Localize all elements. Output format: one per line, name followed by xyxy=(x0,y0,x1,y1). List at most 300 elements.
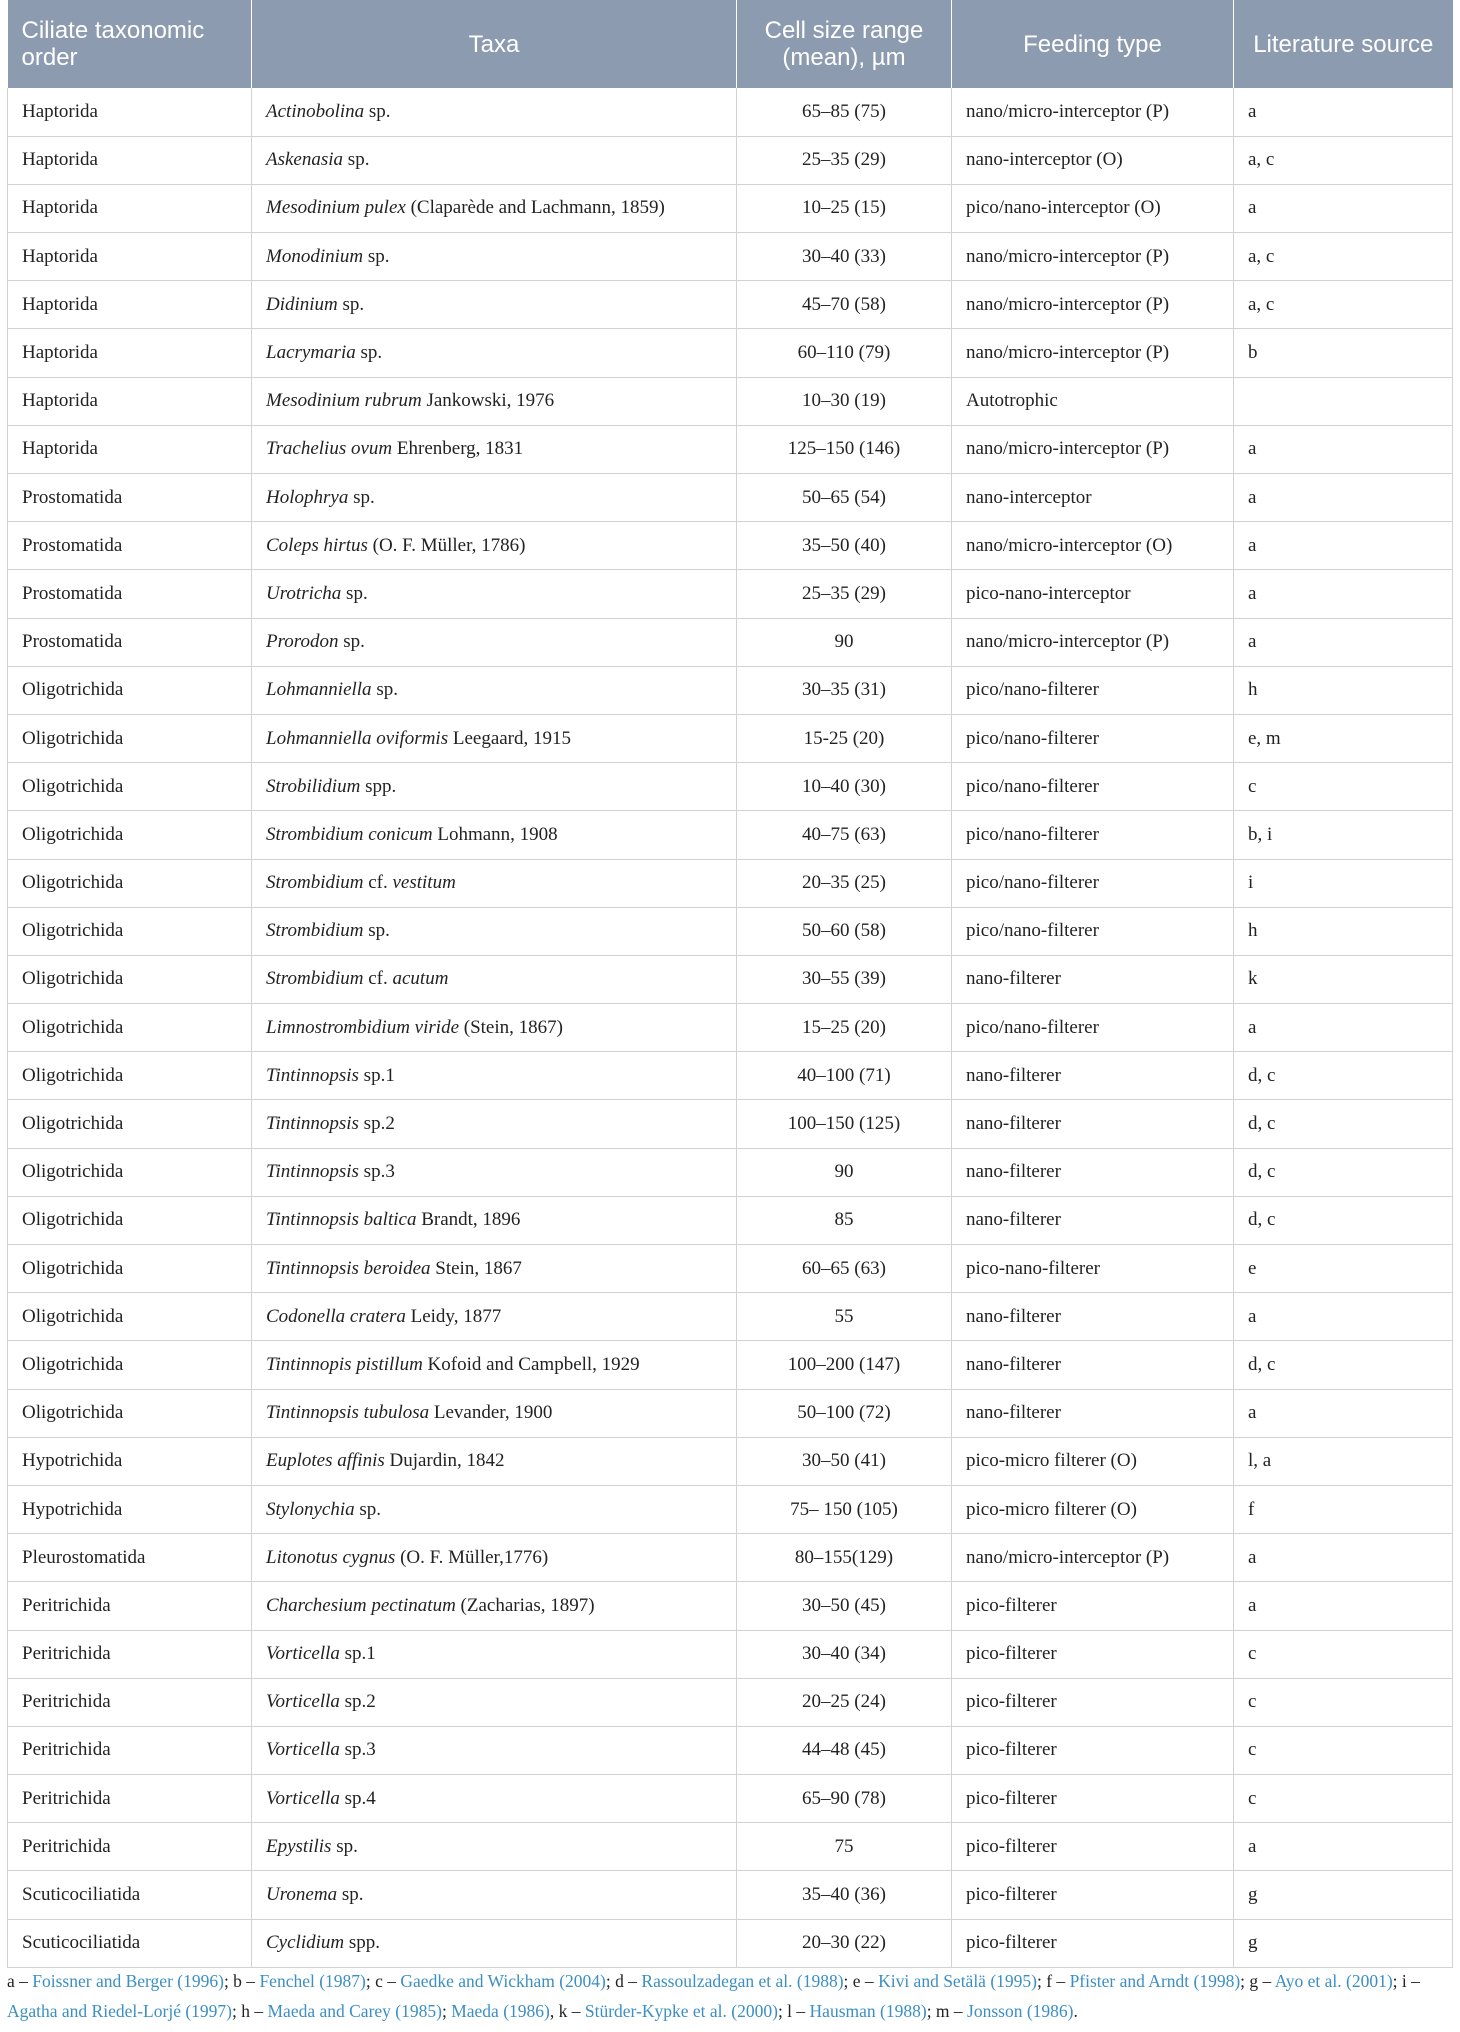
taxa-authority: sp. xyxy=(364,100,391,122)
table-row xyxy=(8,955,1453,1003)
cell-taxa xyxy=(252,1293,737,1341)
cell-order: Peritrichida xyxy=(8,1678,252,1726)
taxa-name-italic: Strombidium xyxy=(266,920,364,942)
taxa-name-italic: Actinobolina xyxy=(266,100,365,122)
taxa-authority: sp. xyxy=(337,293,365,315)
cell-literature-source: d, c xyxy=(1234,1341,1453,1389)
cell-order: Haptorida xyxy=(8,425,252,473)
cell-order: Oligotrichida xyxy=(8,1100,252,1148)
reference-link[interactable]: Agatha and Riedel-Lorjé (1997) xyxy=(7,2001,232,2021)
cell-order: Haptorida xyxy=(8,233,252,281)
cell-size: 20–35 (25) xyxy=(737,859,952,907)
header-taxa: Taxa xyxy=(252,0,737,88)
taxa-name-italic: Tintinnopsis beroidea xyxy=(266,1257,431,1279)
taxa-name-italic: Trachelius ovum xyxy=(266,438,393,460)
footnote-text: a – xyxy=(7,1971,33,1991)
footnote-text: ; m – xyxy=(926,2001,968,2021)
cell-feeding-type: nano-filterer xyxy=(952,955,1234,1003)
taxa-authority: sp.3 xyxy=(358,1161,395,1183)
taxa-authority: Jankowski, 1976 xyxy=(421,390,555,412)
taxa-name-italic: Vorticella xyxy=(266,1787,340,1809)
taxa-authority: sp.2 xyxy=(339,1691,376,1713)
taxa-authority: sp. xyxy=(363,245,390,267)
taxa-name-italic: Codonella cratera xyxy=(266,1305,406,1327)
taxa-name-italic: Strobilidium xyxy=(266,775,361,797)
reference-link[interactable]: Ayo et al. (2001) xyxy=(1274,1971,1393,1991)
taxa-name-italic: Vorticella xyxy=(266,1739,340,1761)
cell-literature-source: c xyxy=(1234,1630,1453,1678)
table-row xyxy=(8,907,1453,955)
cell-size: 60–65 (63) xyxy=(737,1245,952,1293)
cell-order: Oligotrichida xyxy=(8,714,252,762)
cell-order: Peritrichida xyxy=(8,1775,252,1823)
table-row xyxy=(8,570,1453,618)
table-row xyxy=(8,329,1453,377)
cell-feeding-type: pico-filterer xyxy=(952,1871,1234,1919)
cell-literature-source: h xyxy=(1234,907,1453,955)
cell-feeding-type: nano-filterer xyxy=(952,1100,1234,1148)
cell-taxa xyxy=(252,1485,737,1533)
footnote-text: , k – xyxy=(549,2001,585,2021)
taxa-name-italic: Didinium xyxy=(266,293,338,315)
cell-order: Peritrichida xyxy=(8,1726,252,1774)
table-row xyxy=(8,522,1453,570)
cell-size: 40–75 (63) xyxy=(737,811,952,859)
taxa-authority: sp.1 xyxy=(358,1064,395,1086)
taxa-name-italic: Lohmanniella xyxy=(266,679,372,701)
cell-literature-source: d, c xyxy=(1234,1052,1453,1100)
cell-feeding-type: pico-nano-interceptor xyxy=(952,570,1234,618)
table-row xyxy=(8,618,1453,666)
table-row xyxy=(8,474,1453,522)
cell-order: Haptorida xyxy=(8,329,252,377)
cell-order: Scuticociliatida xyxy=(8,1919,252,1967)
footnote-text: ; g – xyxy=(1240,1971,1275,1991)
cell-size: 30–35 (31) xyxy=(737,666,952,714)
cell-taxa xyxy=(252,1341,737,1389)
cell-taxa xyxy=(252,1726,737,1774)
cell-size: 30–40 (34) xyxy=(737,1630,952,1678)
cell-literature-source: d, c xyxy=(1234,1196,1453,1244)
table-body xyxy=(8,88,1453,1967)
cell-literature-source: b xyxy=(1234,329,1453,377)
taxa-name-italic: Coleps hirtus xyxy=(266,534,368,556)
table-row xyxy=(8,233,1453,281)
cell-taxa xyxy=(252,329,737,377)
table-row xyxy=(8,377,1453,425)
cell-order: Prostomatida xyxy=(8,618,252,666)
cell-size: 100–150 (125) xyxy=(737,1100,952,1148)
taxa-name-italic: Stylonychia xyxy=(266,1498,355,1520)
cell-size: 15–25 (20) xyxy=(737,1004,952,1052)
cell-feeding-type: nano-interceptor xyxy=(952,474,1234,522)
cell-literature-source: g xyxy=(1234,1919,1453,1967)
cell-order: Prostomatida xyxy=(8,474,252,522)
taxa-authority: sp. xyxy=(363,920,390,942)
reference-link[interactable]: Fenchel (1987) xyxy=(259,1971,366,1991)
cell-literature-source: l, a xyxy=(1234,1437,1453,1485)
taxa-name-italic: Epystilis xyxy=(266,1835,332,1857)
cell-feeding-type: nano-interceptor (O) xyxy=(952,136,1234,184)
cell-literature-source: e, m xyxy=(1234,714,1453,762)
cell-order: Oligotrichida xyxy=(8,1196,252,1244)
cell-literature-source: a xyxy=(1234,474,1453,522)
cell-size: 75 xyxy=(737,1823,952,1871)
cell-taxa xyxy=(252,763,737,811)
cell-literature-source: b, i xyxy=(1234,811,1453,859)
cell-order: Haptorida xyxy=(8,88,252,136)
cell-taxa xyxy=(252,425,737,473)
table-row xyxy=(8,811,1453,859)
cell-literature-source: k xyxy=(1234,955,1453,1003)
taxa-authority: sp. xyxy=(338,631,365,653)
cell-taxa xyxy=(252,1534,737,1582)
cell-size: 10–40 (30) xyxy=(737,763,952,811)
table-row xyxy=(8,1389,1453,1437)
cell-literature-source: a xyxy=(1234,618,1453,666)
cell-order: Prostomatida xyxy=(8,570,252,618)
cell-literature-source xyxy=(1234,377,1453,425)
table-row xyxy=(8,1871,1453,1919)
cell-size: 55 xyxy=(737,1293,952,1341)
cell-size: 30–50 (45) xyxy=(737,1582,952,1630)
cell-feeding-type: pico-filterer xyxy=(952,1582,1234,1630)
cell-feeding-type: nano-filterer xyxy=(952,1148,1234,1196)
cell-size: 100–200 (147) xyxy=(737,1341,952,1389)
taxa-authority: sp.1 xyxy=(339,1643,376,1665)
cell-order: Haptorida xyxy=(8,377,252,425)
cell-size: 50–60 (58) xyxy=(737,907,952,955)
taxa-name-italic: Monodinium xyxy=(266,245,364,267)
cell-order: Peritrichida xyxy=(8,1823,252,1871)
taxa-name-italic: Tintinnopis pistillum xyxy=(266,1353,423,1375)
table-row xyxy=(8,1678,1453,1726)
cell-size: 80–155(129) xyxy=(737,1534,952,1582)
footnote-text: ; xyxy=(441,2001,452,2021)
cell-taxa xyxy=(252,666,737,714)
table-row xyxy=(8,1196,1453,1244)
cell-order: Pleurostomatida xyxy=(8,1534,252,1582)
ciliate-table xyxy=(7,0,1453,1968)
cell-size: 50–100 (72) xyxy=(737,1389,952,1437)
taxa-authority: sp. xyxy=(348,486,375,508)
cell-feeding-type: pico-nano-filterer xyxy=(952,1245,1234,1293)
cell-feeding-type: nano-filterer xyxy=(952,1341,1234,1389)
cell-taxa xyxy=(252,1919,737,1967)
cell-size: 30–40 (33) xyxy=(737,233,952,281)
cell-feeding-type: nano/micro-interceptor (P) xyxy=(952,281,1234,329)
reference-link[interactable]: Rassoulzadegan et al. (1988) xyxy=(641,1971,844,1991)
cell-taxa xyxy=(252,474,737,522)
table-row xyxy=(8,1485,1453,1533)
taxa-authority: (O. F. Müller,1776) xyxy=(395,1546,549,1568)
cell-taxa xyxy=(252,184,737,232)
taxa-name-italic: Strombidium conicum xyxy=(266,823,433,845)
cell-literature-source: c xyxy=(1234,763,1453,811)
cell-feeding-type: pico-filterer xyxy=(952,1630,1234,1678)
cell-size: 20–25 (24) xyxy=(737,1678,952,1726)
cell-order: Oligotrichida xyxy=(8,1341,252,1389)
cell-literature-source: i xyxy=(1234,859,1453,907)
table-row xyxy=(8,136,1453,184)
taxa-name-italic: Mesodinium pulex xyxy=(266,197,406,219)
cell-taxa xyxy=(252,570,737,618)
taxa-name-italic: Cyclidium xyxy=(266,1932,345,1954)
cell-literature-source: c xyxy=(1234,1775,1453,1823)
taxa-name-italic: Holophrya xyxy=(266,486,349,508)
cell-taxa xyxy=(252,1052,737,1100)
table-row xyxy=(8,1919,1453,1967)
cell-order: Oligotrichida xyxy=(8,1148,252,1196)
table-row xyxy=(8,859,1453,907)
cell-taxa xyxy=(252,136,737,184)
taxa-name-italic: Lacrymaria xyxy=(266,342,356,364)
cell-size: 35–40 (36) xyxy=(737,1871,952,1919)
cell-taxa xyxy=(252,88,737,136)
cell-size: 20–30 (22) xyxy=(737,1919,952,1967)
cell-taxa xyxy=(252,233,737,281)
cell-size: 35–50 (40) xyxy=(737,522,952,570)
cell-taxa xyxy=(252,1245,737,1293)
table-row xyxy=(8,1052,1453,1100)
cell-literature-source: f xyxy=(1234,1485,1453,1533)
table-row xyxy=(8,666,1453,714)
cell-size: 60–110 (79) xyxy=(737,329,952,377)
cell-size: 65–85 (75) xyxy=(737,88,952,136)
cell-taxa xyxy=(252,618,737,666)
cell-feeding-type: pico-filterer xyxy=(952,1678,1234,1726)
table-row xyxy=(8,1293,1453,1341)
taxa-name-italic: Limnostrombidium viride xyxy=(266,1016,459,1038)
taxa-name-italic: Vorticella xyxy=(266,1691,340,1713)
taxa-authority: cf. xyxy=(363,872,393,894)
cell-size: 10–25 (15) xyxy=(737,184,952,232)
taxa-authority: spp. xyxy=(360,775,397,797)
cell-feeding-type: nano-filterer xyxy=(952,1389,1234,1437)
taxa-authority: sp. xyxy=(371,679,398,701)
cell-order: Peritrichida xyxy=(8,1630,252,1678)
taxa-authority: Kofoid and Campbell, 1929 xyxy=(422,1353,640,1375)
cell-size: 90 xyxy=(737,618,952,666)
cell-feeding-type: pico/nano-filterer xyxy=(952,811,1234,859)
cell-order: Prostomatida xyxy=(8,522,252,570)
cell-feeding-type: pico-micro filterer (O) xyxy=(952,1485,1234,1533)
taxa-authority: Brandt, 1896 xyxy=(416,1209,521,1231)
taxa-authority: (O. F. Müller, 1786) xyxy=(367,534,526,556)
cell-taxa xyxy=(252,1582,737,1630)
reference-link[interactable]: Pfister and Arndt (1998) xyxy=(1069,1971,1241,1991)
reference-link[interactable]: Maeda and Carey (1985) xyxy=(267,2001,442,2021)
cell-literature-source: a xyxy=(1234,425,1453,473)
taxa-authority: cf. xyxy=(363,968,393,990)
cell-literature-source: a xyxy=(1234,1823,1453,1871)
table-row xyxy=(8,1100,1453,1148)
table-row xyxy=(8,184,1453,232)
taxa-name-italic: Tintinnopsis xyxy=(266,1064,359,1086)
taxa-name-italic: Uronema xyxy=(266,1884,338,1906)
cell-size: 25–35 (29) xyxy=(737,570,952,618)
cell-size: 25–35 (29) xyxy=(737,136,952,184)
cell-feeding-type: nano/micro-interceptor (P) xyxy=(952,88,1234,136)
cell-size: 50–65 (54) xyxy=(737,474,952,522)
table-row xyxy=(8,1148,1453,1196)
taxa-authority: (Claparède and Lachmann, 1859) xyxy=(405,197,665,219)
cell-order: Oligotrichida xyxy=(8,907,252,955)
cell-order: Oligotrichida xyxy=(8,1389,252,1437)
cell-order: Scuticociliatida xyxy=(8,1871,252,1919)
cell-literature-source: d, c xyxy=(1234,1148,1453,1196)
header-cell-size: Cell size range (mean), µm xyxy=(737,0,952,88)
cell-taxa xyxy=(252,1775,737,1823)
cell-taxa xyxy=(252,714,737,762)
taxa-authority: Dujardin, 1842 xyxy=(384,1450,505,1472)
taxa-name-italic: Urotricha xyxy=(266,582,342,604)
taxa-authority: Leegaard, 1915 xyxy=(448,727,572,749)
taxa-authority: sp. xyxy=(341,582,368,604)
cell-feeding-type: nano/micro-interceptor (P) xyxy=(952,329,1234,377)
taxa-name-italic: Litonotus cygnus xyxy=(266,1546,396,1568)
taxa-authority: sp. xyxy=(343,149,370,171)
footnote-text: ; e – xyxy=(843,1971,879,1991)
cell-literature-source: h xyxy=(1234,666,1453,714)
cell-size: 125–150 (146) xyxy=(737,425,952,473)
cell-taxa xyxy=(252,377,737,425)
cell-order: Haptorida xyxy=(8,136,252,184)
taxa-name-italic: Tintinnopsis baltica xyxy=(266,1209,417,1231)
table-row xyxy=(8,1726,1453,1774)
cell-feeding-type: nano/micro-interceptor (P) xyxy=(952,1534,1234,1582)
footnote-text: ; c – xyxy=(365,1971,401,1991)
cell-taxa xyxy=(252,1100,737,1148)
cell-literature-source: c xyxy=(1234,1726,1453,1774)
taxa-epithet-italic: vestitum xyxy=(392,872,456,894)
taxa-name-italic: Askenasia xyxy=(266,149,344,171)
cell-size: 15-25 (20) xyxy=(737,714,952,762)
taxa-authority: sp.4 xyxy=(339,1787,376,1809)
taxa-authority: sp. xyxy=(337,1884,364,1906)
cell-literature-source: g xyxy=(1234,1871,1453,1919)
cell-order: Haptorida xyxy=(8,184,252,232)
table-row xyxy=(8,425,1453,473)
reference-link[interactable]: Gaedke and Wickham (2004) xyxy=(400,1971,606,1991)
taxa-authority: Levander, 1900 xyxy=(429,1402,553,1424)
cell-feeding-type: pico-filterer xyxy=(952,1823,1234,1871)
taxa-authority: Stein, 1867 xyxy=(430,1257,522,1279)
table-row xyxy=(8,1245,1453,1293)
table-row xyxy=(8,1823,1453,1871)
taxa-authority: sp.2 xyxy=(358,1113,395,1135)
footnote-text: ; l – xyxy=(777,2001,810,2021)
table-row xyxy=(8,763,1453,811)
table-row xyxy=(8,281,1453,329)
cell-taxa xyxy=(252,1148,737,1196)
table-row xyxy=(8,1630,1453,1678)
cell-taxa xyxy=(252,859,737,907)
cell-feeding-type: pico/nano-filterer xyxy=(952,859,1234,907)
header-feeding-type: Feeding type xyxy=(952,0,1234,88)
cell-feeding-type: nano-filterer xyxy=(952,1196,1234,1244)
footnote-text: ; b – xyxy=(223,1971,260,1991)
footnote-text: . xyxy=(1073,2001,1078,2021)
cell-taxa xyxy=(252,1678,737,1726)
cell-taxa xyxy=(252,1437,737,1485)
reference-link[interactable]: Kivi and Setälä (1995) xyxy=(878,1971,1037,1991)
table-row xyxy=(8,88,1453,136)
cell-taxa xyxy=(252,1630,737,1678)
cell-order: Hypotrichida xyxy=(8,1437,252,1485)
taxa-name-italic: Tintinnopsis xyxy=(266,1161,359,1183)
taxa-authority: sp. xyxy=(355,342,383,364)
taxa-authority: (Zacharias, 1897) xyxy=(455,1594,595,1616)
cell-order: Oligotrichida xyxy=(8,859,252,907)
cell-order: Oligotrichida xyxy=(8,1052,252,1100)
cell-literature-source: a xyxy=(1234,1004,1453,1052)
cell-taxa xyxy=(252,281,737,329)
cell-feeding-type: pico/nano-interceptor (O) xyxy=(952,184,1234,232)
taxa-authority: Leidy, 1877 xyxy=(405,1305,502,1327)
cell-order: Oligotrichida xyxy=(8,811,252,859)
table-row xyxy=(8,1437,1453,1485)
cell-literature-source: c xyxy=(1234,1678,1453,1726)
reference-link[interactable]: Stürder-Kypke et al. (2000) xyxy=(584,2001,778,2021)
cell-taxa xyxy=(252,522,737,570)
taxa-name-italic: Vorticella xyxy=(266,1643,340,1665)
taxa-epithet-italic: acutum xyxy=(392,968,449,990)
taxa-name-italic: Tintinnopsis tubulosa xyxy=(266,1402,430,1424)
cell-literature-source: d, c xyxy=(1234,1100,1453,1148)
taxa-authority: spp. xyxy=(344,1932,381,1954)
cell-literature-source: a xyxy=(1234,1293,1453,1341)
cell-literature-source: a xyxy=(1234,570,1453,618)
table-header-row xyxy=(8,0,1453,88)
taxa-authority: sp.3 xyxy=(339,1739,376,1761)
reference-link[interactable]: Foissner and Berger (1996) xyxy=(32,1971,224,1991)
cell-literature-source: a xyxy=(1234,1389,1453,1437)
cell-feeding-type: pico-filterer xyxy=(952,1919,1234,1967)
cell-size: 30–55 (39) xyxy=(737,955,952,1003)
footnote-text: ; d – xyxy=(605,1971,642,1991)
taxa-name-italic: Charchesium pectinatum xyxy=(266,1594,456,1616)
cell-feeding-type: pico-micro filterer (O) xyxy=(952,1437,1234,1485)
cell-size: 45–70 (58) xyxy=(737,281,952,329)
cell-size: 85 xyxy=(737,1196,952,1244)
cell-feeding-type: pico/nano-filterer xyxy=(952,763,1234,811)
footnote-text: ; f – xyxy=(1036,1971,1070,1991)
cell-order: Oligotrichida xyxy=(8,763,252,811)
cell-literature-source: a xyxy=(1234,184,1453,232)
cell-order: Oligotrichida xyxy=(8,666,252,714)
cell-taxa xyxy=(252,1389,737,1437)
header-order: Ciliate taxonomic order xyxy=(8,0,252,88)
reference-link[interactable]: Maeda (1986) xyxy=(451,2001,550,2021)
taxa-name-italic: Euplotes affinis xyxy=(266,1450,385,1472)
cell-order: Hypotrichida xyxy=(8,1485,252,1533)
cell-literature-source: a xyxy=(1234,88,1453,136)
taxa-authority: (Stein, 1867) xyxy=(459,1016,563,1038)
reference-link[interactable]: Jonsson (1986) xyxy=(967,2001,1074,2021)
cell-order: Haptorida xyxy=(8,281,252,329)
taxa-name-italic: Strombidium xyxy=(266,872,364,894)
cell-feeding-type: nano/micro-interceptor (P) xyxy=(952,618,1234,666)
cell-literature-source: a xyxy=(1234,1534,1453,1582)
taxa-authority: Ehrenberg, 1831 xyxy=(392,438,524,460)
header-literature-source: Literature source xyxy=(1234,0,1453,88)
taxa-name-italic: Lohmanniella oviformis xyxy=(266,727,449,749)
footnote-text: ; h – xyxy=(232,2001,268,2021)
cell-literature-source: a xyxy=(1234,522,1453,570)
reference-link[interactable]: Hausman (1988) xyxy=(809,2001,927,2021)
table-footnote xyxy=(7,1966,1452,2026)
